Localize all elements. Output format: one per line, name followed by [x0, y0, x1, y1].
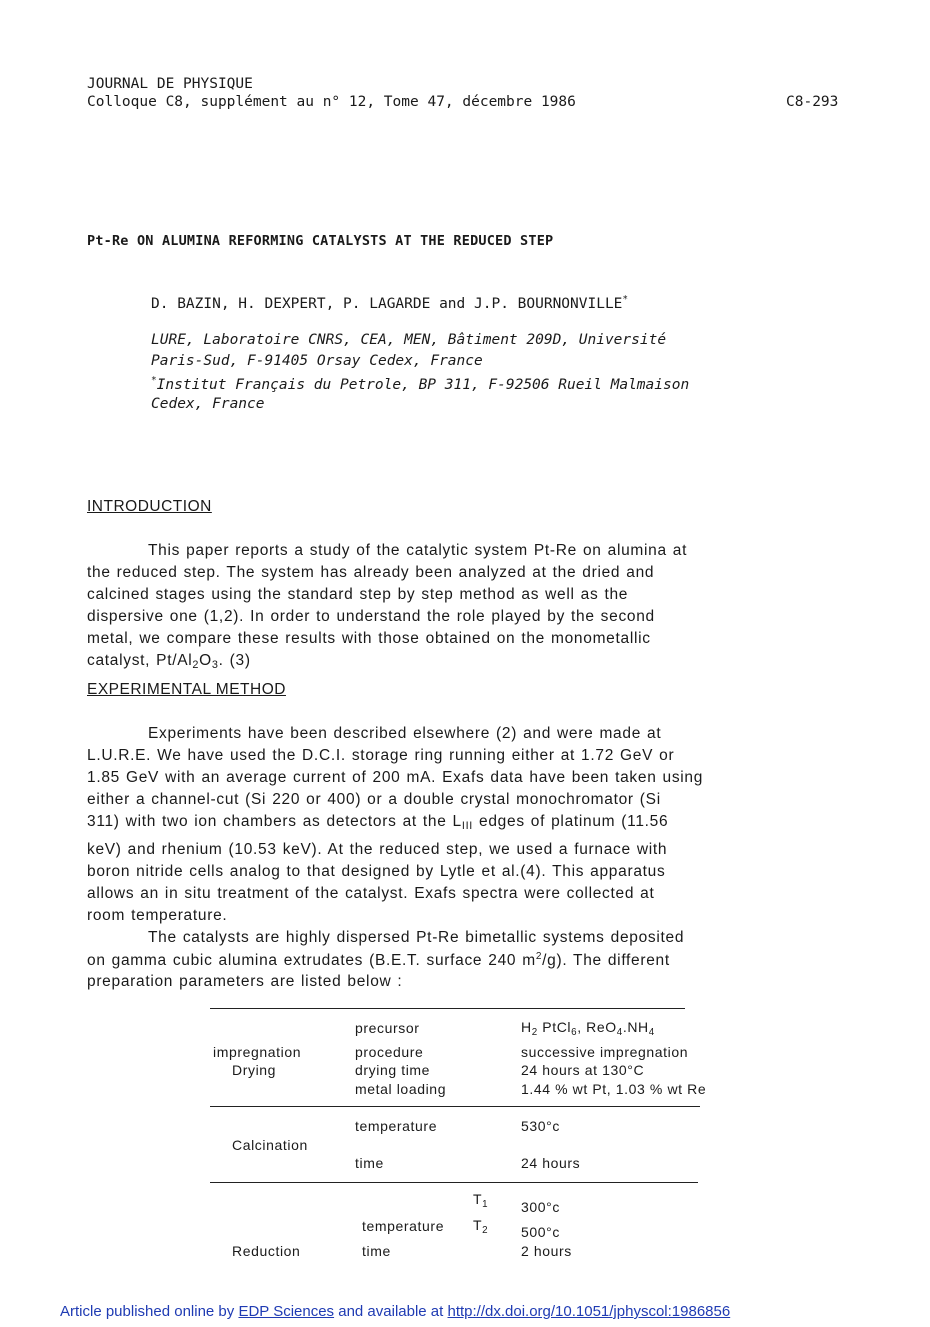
param-drying-time: drying time [355, 1062, 431, 1078]
reduction-t2 [473, 1217, 488, 1236]
param-precursor: precursor [355, 1020, 420, 1036]
value-precursor-d: .NH [622, 1019, 649, 1035]
authors-mark: * [622, 294, 629, 305]
introduction-heading: INTRODUCTION [87, 498, 212, 515]
colloque-line: Colloque C8, supplément au n° 12, Tome 47, décembre 1986 [87, 94, 576, 110]
authors [151, 294, 628, 312]
param-reduction-temperature: temperature [362, 1218, 445, 1234]
exp-line-3: 1.85 GeV with an average current of 200 mA. Exafs data have been taken using [87, 769, 704, 786]
exp-line-8: allows an in situ treatment of the catalyst. Exafs spectra were collected at [87, 885, 655, 902]
value-procedure: successive impregnation [521, 1044, 689, 1060]
intro-line-4: dispersive one (1,2). In order to understand the role played by the second [87, 608, 655, 625]
intro-line-3: calcined stages using the standard step by step method as well as the [87, 586, 629, 603]
footer-text-pre: Article published online by [60, 1303, 239, 1320]
experimental-heading: EXPERIMENTAL METHOD [87, 681, 286, 698]
footer-text-mid: and available at [334, 1303, 448, 1320]
intro-line-6-b: O [199, 652, 212, 669]
value-precursor-sub1: 2 [531, 1027, 538, 1038]
value-metal-loading: 1.44 % wt Pt, 1.03 % wt Re [521, 1081, 707, 1097]
value-precursor-sub4: 4 [648, 1027, 655, 1038]
affiliation-line-1: LURE, Laboratoire CNRS, CEA, MEN, Bâtiment 209D, Université [151, 332, 667, 348]
intro-line-6-sub1: 2 [192, 659, 200, 671]
param-calcination-time: time [355, 1155, 384, 1171]
value-precursor-b: PtCl [537, 1019, 572, 1035]
exp-para2-line-2-b: /g). The different [542, 952, 670, 969]
intro-line-6-a: catalyst, Pt/Al [87, 652, 193, 669]
page-number: C8-293 [786, 94, 839, 110]
value-precursor-sub3: 4 [616, 1027, 623, 1038]
reduction-t1 [473, 1191, 488, 1210]
exp-line-9: room temperature. [87, 907, 228, 924]
param-procedure: procedure [355, 1044, 424, 1060]
value-drying-time: 24 hours at 130°C [521, 1062, 645, 1078]
exp-line-2: L.U.R.E. We have used the D.C.I. storage ring running either at 1.72 GeV or [87, 747, 675, 764]
exp-line-6: keV) and rhenium (10.53 keV). At the reduced step, we used a furnace with [87, 841, 668, 858]
table-rule-top [210, 1008, 685, 1009]
exp-line-5-b: edges of platinum (11.56 [479, 813, 669, 830]
exp-para2-line-2-sup: 2 [535, 951, 543, 962]
exp-line-5 [87, 813, 668, 832]
label-drying: Drying [232, 1062, 277, 1078]
affiliation-line-3 [151, 375, 689, 393]
exp-para2-line-1: The catalysts are highly dispersed Pt-Re bimetallic systems deposited [148, 929, 685, 946]
footer-note [60, 1303, 730, 1320]
exp-line-5-sub: III [461, 820, 474, 832]
param-metal-loading: metal loading [355, 1081, 447, 1097]
param-reduction-time: time [362, 1243, 391, 1259]
reduction-t1-letter: T [473, 1191, 483, 1207]
reduction-t1-sub: 1 [482, 1199, 489, 1210]
exp-line-4: either a channel-cut (Si 220 or 400) or a double crystal monochromator (Si [87, 791, 661, 808]
label-reduction: Reduction [232, 1243, 301, 1259]
affiliation-mark: * [151, 375, 157, 386]
intro-line-2: the reduced step. The system has already been analyzed at the dried and [87, 564, 655, 581]
exp-line-5-a: 311) with two ion chambers as detectors at the L [87, 813, 462, 830]
intro-line-5: metal, we compare these results with those obtained on the monometallic [87, 630, 651, 647]
table-rule-2 [210, 1106, 700, 1107]
affiliation-line-4: Cedex, France [151, 396, 265, 412]
intro-line-6-c: . (3) [218, 652, 251, 669]
value-precursor-a: H [521, 1019, 532, 1035]
value-precursor [521, 1019, 655, 1038]
reduction-t2-sub: 2 [482, 1225, 489, 1236]
intro-line-6-sub2: 3 [211, 659, 219, 671]
param-calcination-temperature: temperature [355, 1118, 438, 1134]
table-rule-3 [210, 1182, 698, 1183]
exp-line-1: Experiments have been described elsewhere (2) and were made at [148, 725, 662, 742]
label-impregnation: impregnation [213, 1044, 302, 1060]
value-precursor-sub2: 6 [571, 1027, 578, 1038]
affiliation-line-3-text: Institut Français du Petrole, BP 311, F-92506 Rueil Malmaison [156, 377, 690, 393]
exp-para2-line-2 [87, 951, 670, 970]
intro-line-1: This paper reports a study of the catalytic system Pt-Re on alumina at [148, 542, 688, 559]
value-calcination-time: 24 hours [521, 1155, 581, 1171]
edp-sciences-link[interactable]: EDP Sciences [238, 1303, 335, 1320]
value-reduction-t2: 500°c [521, 1224, 560, 1240]
intro-line-6 [87, 652, 251, 671]
value-reduction-time: 2 hours [521, 1243, 572, 1259]
reduction-t2-letter: T [473, 1217, 483, 1233]
value-precursor-c: , ReO [577, 1019, 617, 1035]
exp-para2-line-2-a: on gamma cubic alumina extrudates (B.E.T. surface 240 m [87, 952, 536, 969]
value-calcination-temperature: 530°c [521, 1118, 560, 1134]
paper-title: Pt-Re ON ALUMINA REFORMING CATALYSTS AT THE REDUCED STEP [87, 233, 554, 249]
journal-name: JOURNAL DE PHYSIQUE [87, 76, 253, 92]
authors-text: D. BAZIN, H. DEXPERT, P. LAGARDE and J.P. BOURNONVILLE [151, 296, 623, 312]
label-calcination: Calcination [232, 1137, 308, 1153]
doi-link[interactable]: http://dx.doi.org/10.1051/jphyscol:1986856 [447, 1303, 731, 1320]
exp-line-7: boron nitride cells analog to that designed by Lytle et al.(4). This apparatus [87, 863, 666, 880]
value-reduction-t1: 300°c [521, 1199, 560, 1215]
exp-para2-line-3: preparation parameters are listed below : [87, 973, 403, 990]
affiliation-line-2: Paris-Sud, F-91405 Orsay Cedex, France [151, 353, 483, 369]
